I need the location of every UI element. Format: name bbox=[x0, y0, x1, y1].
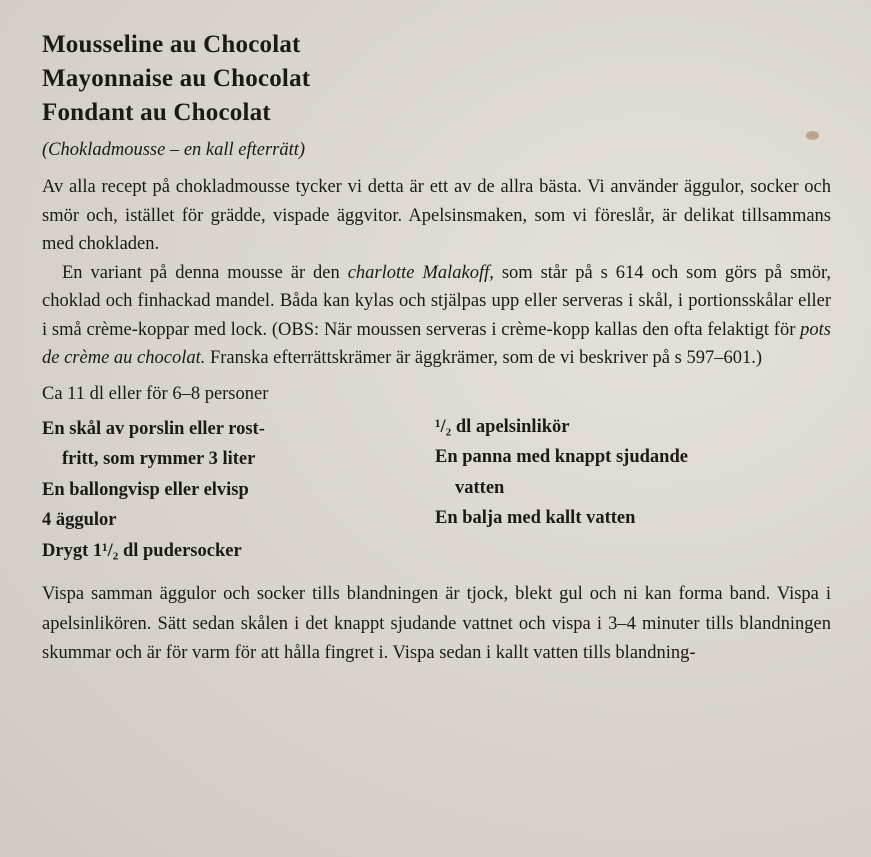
ingredient-line: 4 äggulor bbox=[42, 510, 117, 530]
ingredients-list bbox=[42, 414, 831, 567]
variant-paragraph bbox=[42, 259, 831, 373]
variant-italic-charlotte: charlotte Malakoff bbox=[347, 262, 490, 283]
ingredient-item bbox=[435, 412, 795, 443]
ingredient-line: En ballongvisp eller elvisp bbox=[42, 479, 249, 500]
paper-stain bbox=[806, 131, 819, 140]
ingredient-item bbox=[435, 503, 795, 534]
method-paragraph: Vispa samman äggulor och socker tills blandningen är tjock, blekt gul och ni kan forma band. Vispa i apelsinlikören. Sätt sedan skålen i det knappt sjudande vattnet och vispa i 3–4 minuter tills blandningen skummar och är för varm för att hålla fingret i. Vispa sedan i kallt vatten tills blandning- bbox=[42, 584, 831, 663]
ingredient-line-continued: fritt, som rymmer 3 liter bbox=[62, 449, 256, 469]
ingredient-item bbox=[42, 505, 435, 536]
variant-text-3: Franska efterrättskrämer är äggkrämer, som de vi beskriver på s 597–601.) bbox=[205, 348, 762, 368]
ingredient-item bbox=[42, 536, 435, 567]
variant-italic-pots: pots de crème au chocolat. bbox=[42, 319, 831, 368]
ingredients-column-right bbox=[435, 412, 795, 567]
recipe-yield: Ca 11 dl eller för 6–8 personer bbox=[42, 383, 269, 404]
ingredient-item bbox=[42, 475, 435, 506]
recipe-title-3: Fondant au Chocolat bbox=[42, 99, 271, 126]
ingredient-line-continued: vatten bbox=[455, 477, 505, 498]
recipe-subtitle: (Chokladmousse – en kall efterrätt) bbox=[42, 140, 306, 160]
ingredients-column-left bbox=[42, 414, 435, 567]
recipe-titles bbox=[42, 28, 831, 162]
ingredient-line: En panna med knappt sjudande bbox=[435, 447, 688, 467]
ingredient-line: En skål av porslin eller rost- bbox=[42, 418, 265, 439]
variant-text-1: En variant på denna mousse är den bbox=[62, 262, 348, 283]
ingredient-line: Drygt 1¹/₂ dl pudersocker bbox=[42, 540, 242, 561]
variant-text-2: , som står på s 614 och som görs på smör, choklad och finhackad mandel. Båda kan kylas och stjälpas upp eller serveras i skål, i portionsskålar eller i små crème-koppar med lock. (OBS: När moussen serveras i crème-kopp kallas den ofta felaktigt för bbox=[42, 262, 831, 340]
ingredient-line: En balja med kallt vatten bbox=[435, 508, 636, 528]
recipe-title-2: Mayonnaise au Chocolat bbox=[42, 65, 311, 92]
ingredient-item bbox=[42, 414, 435, 475]
intro-paragraph: Av alla recept på chokladmousse tycker vi detta är ett av de allra bästa. Vi använder äggulor, socker och smör och, istället för grädde, vispade äggvitor. Apelsinsmaken, som vi föreslår, är delikat tillsammans med chokladen. bbox=[42, 177, 831, 254]
ingredient-item bbox=[435, 442, 795, 503]
ingredient-line: ¹/₂ dl apelsinlikör bbox=[435, 416, 570, 437]
recipe-title-1: Mousseline au Chocolat bbox=[42, 31, 301, 58]
